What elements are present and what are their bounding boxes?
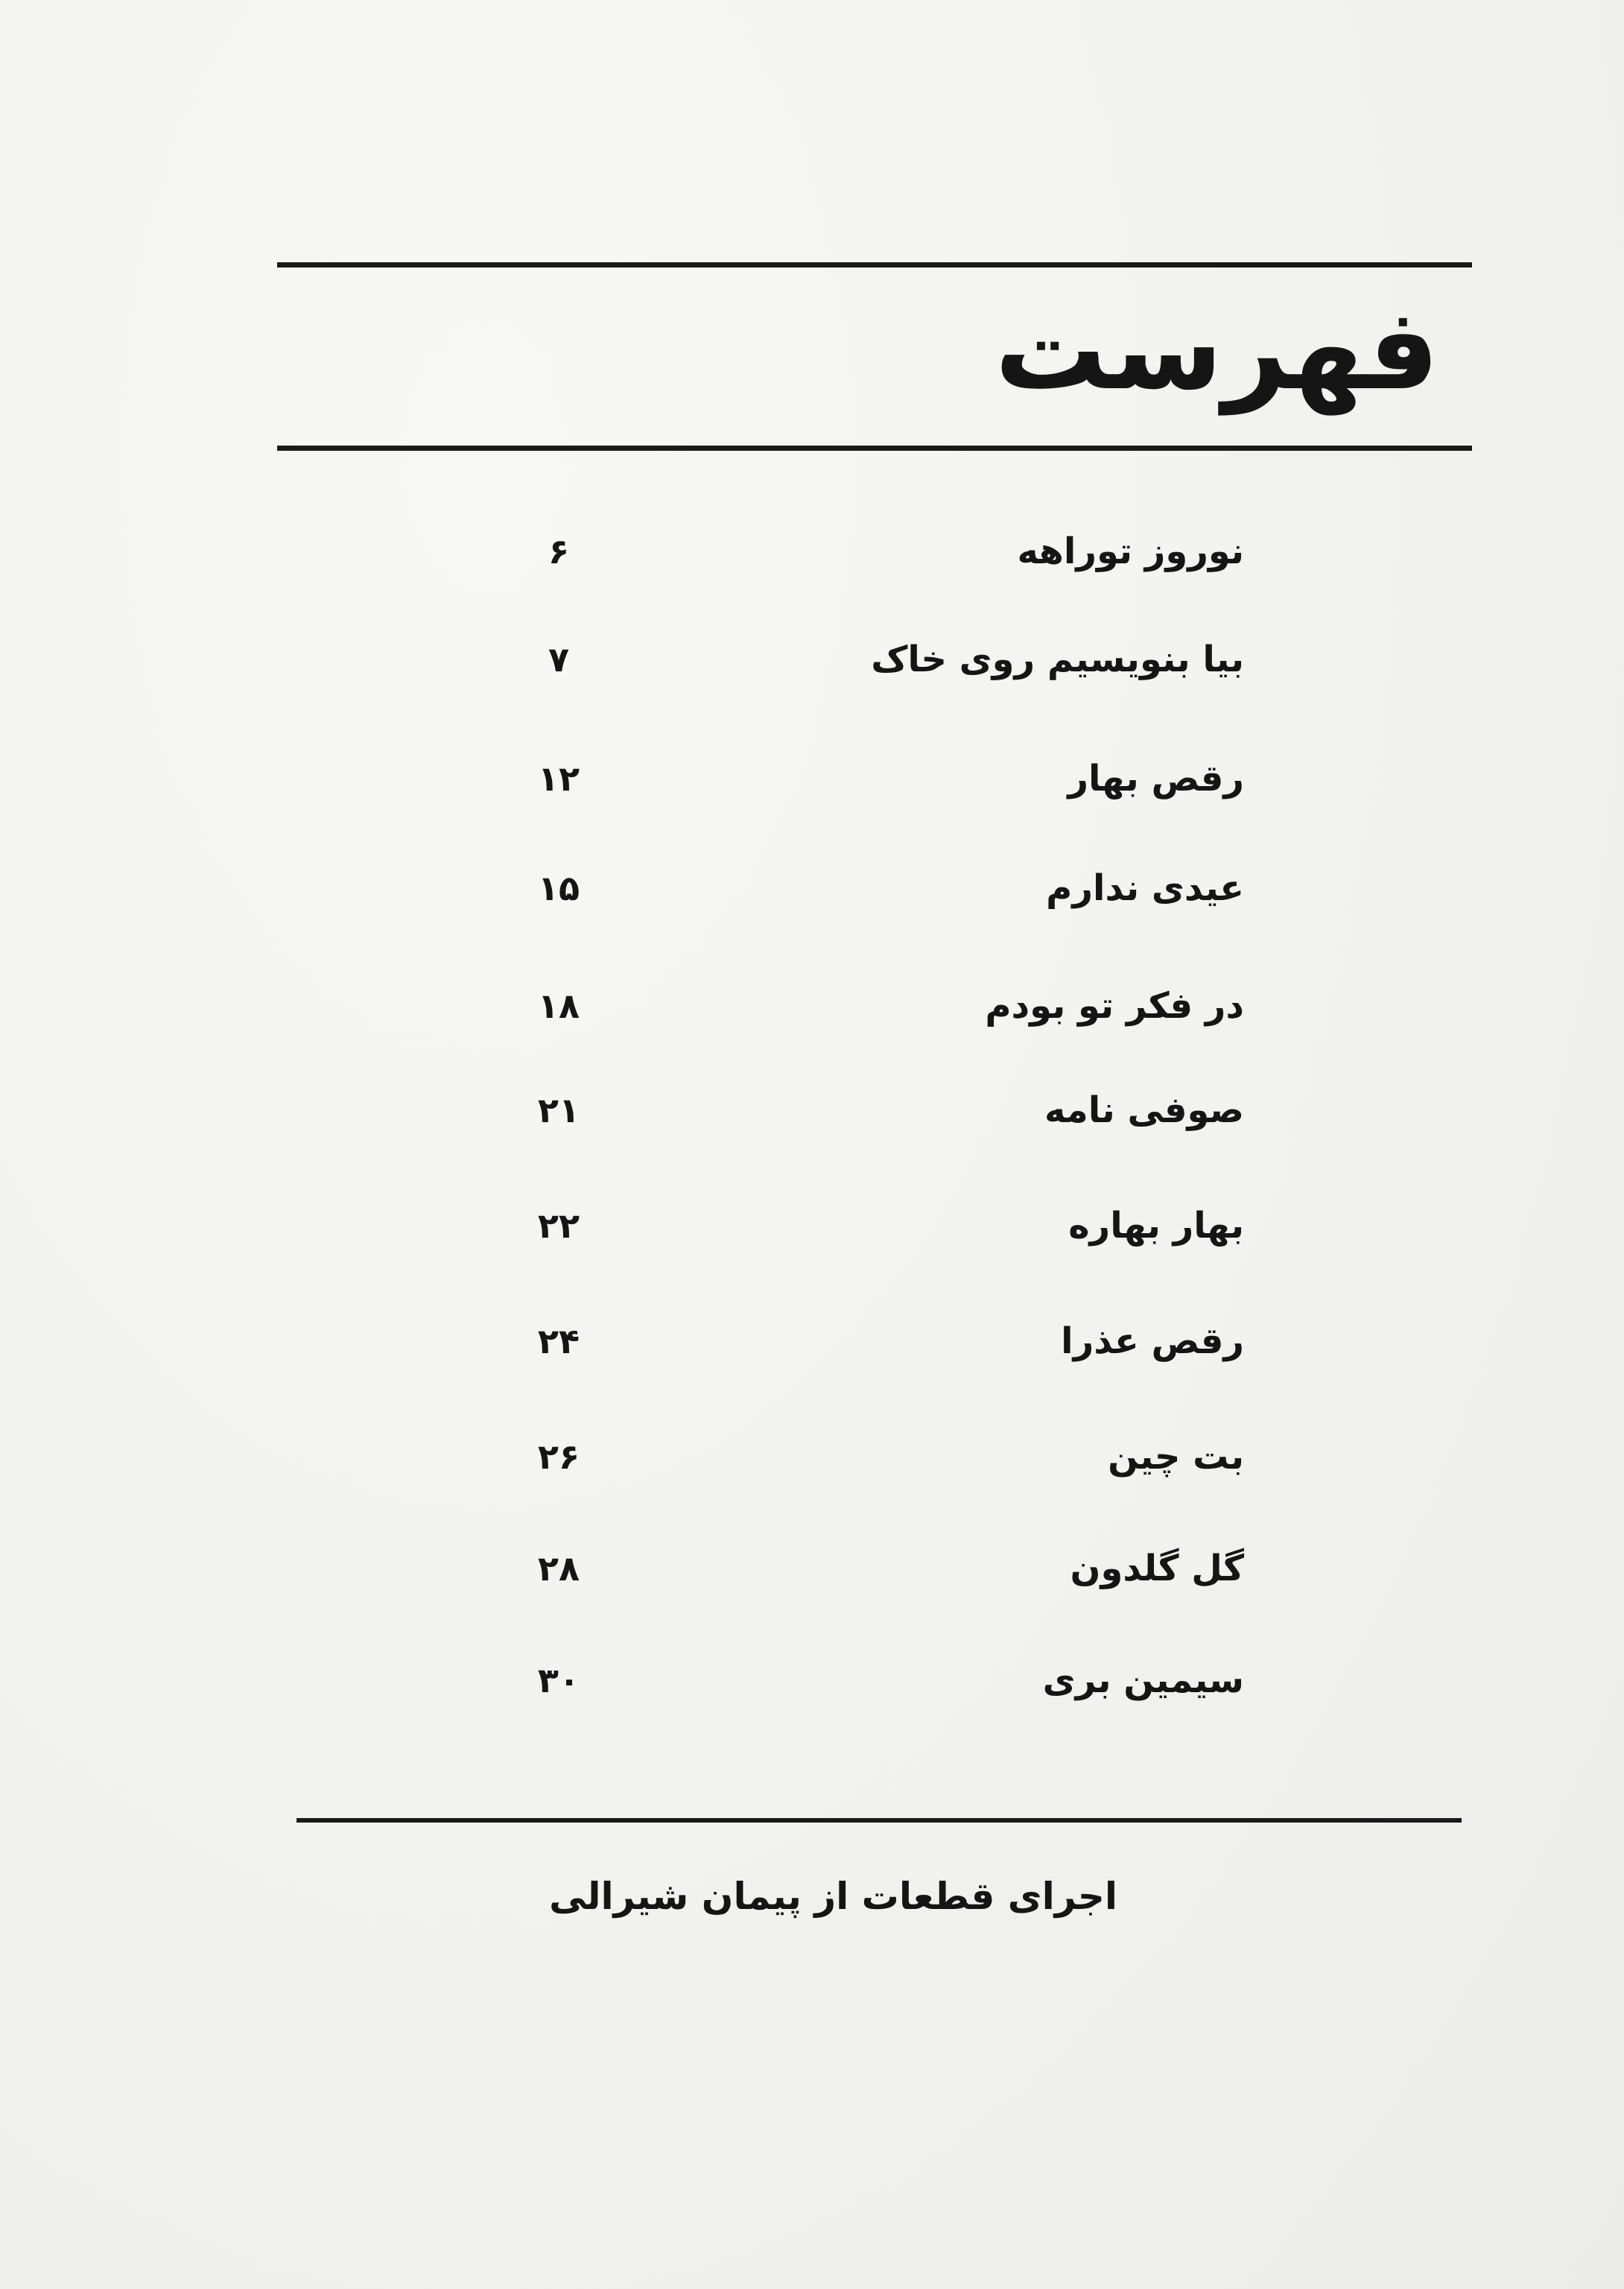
- toc-entry-page: ۶: [548, 531, 570, 572]
- page-title: فهرست: [995, 285, 1439, 415]
- toc-entry: [0, 1308, 1624, 1375]
- performer-credit: اجرای قطعات از پیمان شیرالی: [549, 1875, 1117, 1918]
- toc-entry: [0, 972, 1624, 1039]
- toc-entry-page: ۱۸: [537, 986, 580, 1026]
- toc-entry-title: عیدی ندارم: [1046, 867, 1244, 909]
- toc-entry-title: بت چین: [1108, 1436, 1244, 1478]
- toc-entry: [0, 518, 1624, 585]
- toc-entry: [0, 1647, 1624, 1714]
- toc-entry: [0, 745, 1624, 812]
- toc-entry-page: ۲۸: [537, 1548, 580, 1589]
- toc-entry-title: صوفی نامه: [1044, 1089, 1244, 1131]
- toc-entry-page: ۷: [548, 639, 570, 680]
- toc-entry-page: ۲۴: [537, 1321, 580, 1361]
- toc-entry-page: ۳۰: [537, 1660, 580, 1700]
- toc-entry-title: در فکر تو بودم: [985, 985, 1244, 1027]
- toc-entry: [0, 626, 1624, 693]
- toc-entry-page: ۲۲: [537, 1206, 580, 1246]
- toc-entry-title: رقص عذرا: [1061, 1320, 1244, 1362]
- toc-entry: [0, 1535, 1624, 1602]
- toc-entry-title: بهار بهاره: [1068, 1205, 1244, 1247]
- toc-entry-title: گل گلدون: [1070, 1548, 1244, 1589]
- toc-entry: [0, 855, 1624, 922]
- footer-rule: [296, 1818, 1462, 1823]
- toc-entry: [0, 1423, 1624, 1490]
- toc-entry-page: ۱۲: [537, 759, 580, 799]
- toc-entry-title: نوروز توراهه: [1017, 531, 1244, 572]
- toc-entry-page: ۱۵: [537, 868, 580, 908]
- toc-entry: [0, 1192, 1624, 1259]
- toc-entry-page: ۲۱: [537, 1090, 580, 1130]
- toc-entry-title: رقص بهار: [1068, 758, 1244, 800]
- toc-entry-title: بیا بنویسیم روی خاک: [871, 639, 1244, 680]
- toc-entry-title: سیمین بری: [1042, 1659, 1244, 1701]
- toc-entry-page: ۲۶: [537, 1437, 580, 1477]
- toc-entry: [0, 1077, 1624, 1144]
